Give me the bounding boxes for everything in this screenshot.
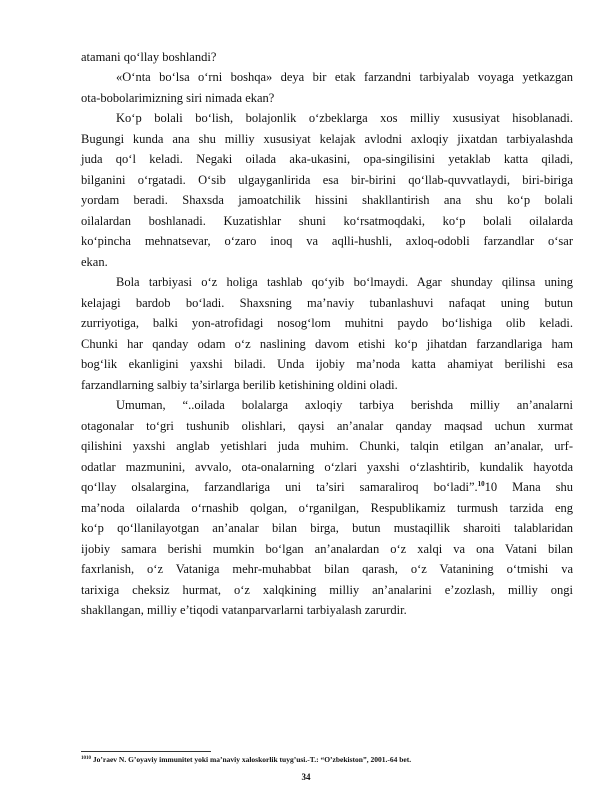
text-line-with-footnote [81, 480, 573, 495]
text-line: atamani qo‘llay boshlandi? [81, 50, 217, 64]
paragraph-first-line: Ko‘p bolali bo‘lish, bolajonlik o‘zbeklarga xos milliy xususiyat hisoblanadi. [116, 111, 573, 125]
text-line: Chunki har qanday odam o‘z naslining davom etishi ko‘p jihatdan farzandlariga ham [81, 337, 573, 351]
text-line: juda qo‘l keladi. Negaki oilada aka-ukasini, opa-singilisini yetaklab katta qiladi, [81, 152, 573, 166]
paragraph-first-line: «O‘nta bo‘lsa o‘rni boshqa» deya bir etak farzandni tarbiyalab voyaga yetkazgan [116, 70, 573, 84]
text-line: otagonalar to‘gri tushunib olishlari, qaysi an’analar qanday maqsad uchun xurmat [81, 419, 573, 433]
text-line: tarixiga cheksiz hurmat, o‘z xalqkining milliy an’analarini e’zozlash, milliy ongi [81, 583, 573, 597]
text-line: ko‘pincha mehnatsevar, o‘zaro inoq va aqlli-hushli, axloq-odobli farzandlar o‘sar [81, 234, 573, 248]
footnote-text: Jo’raev N. G’oyaviy immunitet yoki ma’naviy xaloskorlik tuyg’usi.-T.: “O’zbekiston”, 2001.-64 bet. [91, 755, 412, 764]
text-line: odatlar mazmunini, avvalo, ota-onalarning o‘zlari yaxshi o‘zlashtirib, kundalik hayotda [81, 460, 573, 474]
paragraph-first-line: Bola tarbiyasi o‘z holiga tashlab qo‘yib bo‘lmaydi. Agar shunday qilinsa uning [116, 275, 573, 289]
text-line: faxrlanish, o‘z Vataniga mehr-muhabbat bilan qarash, o‘z Vatanining o‘tmishi va [81, 562, 573, 576]
text-line: ijobiy samara berishi mumkin bo‘lgan an’analardan o‘z xalqi va ona Vatani bilan [81, 542, 573, 556]
footnote-reference[interactable]: 10 [477, 480, 485, 488]
footnote-divider [81, 751, 211, 752]
text-line: zurriyotiga, balki yon-atrofidagi nosog‘lom muhitni paydo bo‘lishiga olib keladi. [81, 316, 573, 330]
page-number: 34 [301, 772, 311, 782]
text-line: oilalardan boshlanadi. Kuzatishlar shuni ko‘rsatmoqdaki, ko‘p bolali oilalarda [81, 214, 573, 228]
text-line: ota-bobolarimizning siri nimada ekan? [81, 91, 275, 105]
text-line: ekan. [81, 255, 108, 269]
text-line: shakllangan, milliy e’tiqodi vatanparvarlarni tarbiyalash zarurdir. [81, 603, 407, 617]
text-line: ko‘p qo‘llanilayotgan an’analar bilan birga, butun mustaqillik sharoiti talablaridan [81, 521, 573, 535]
text-line: bog‘lik ekanligini yaxshi biladi. Unda ijobiy ma’noda katta ahamiyat berilishi esa [81, 357, 573, 371]
text-segment: qo‘llay olsalargina, farzandlariga uni ta’siri samaraliroq bo‘ladi”. [81, 480, 478, 494]
text-line: farzandlarning salbiy ta’sirlarga berilib ketishining oldini oladi. [81, 378, 398, 392]
footnote-marker: 1010 [81, 756, 91, 761]
paragraph-first-line: Umuman, “..oilada bolalarga axloqiy tarbiya berishda milliy an’analarni [116, 398, 573, 412]
footnote [81, 755, 411, 765]
text-line: bilganini o‘rgatadi. O‘sib ulgayganlirida esa bir-birini qo‘llab-quvvatlaydi, biri-biriga [81, 173, 573, 187]
text-line: Bugungi kunda ana shu milliy xususiyat kelajak avlodni axloqiy jixatdan tarbiyalashda [81, 132, 573, 146]
text-line: qilishini yaxshi anglab yetishlari juda muhim. Chunki, talqin etilgan an’analar, urf- [81, 439, 573, 453]
text-line: ma’noda oilalarda o‘rnashib qolgan, o‘rganilgan, Respublikamiz turmush tarzida eng [81, 501, 573, 515]
text-segment: 10 Mana shu [484, 480, 574, 494]
text-line: yordam beradi. Shaxsda jamoatchilik hissini shakllantirish ana shu ko‘p bolali [81, 193, 573, 207]
text-line: kelajagi bardob bo‘ladi. Shaxsning ma’naviy tubanlashuvi nafaqat uning butun [81, 296, 573, 310]
